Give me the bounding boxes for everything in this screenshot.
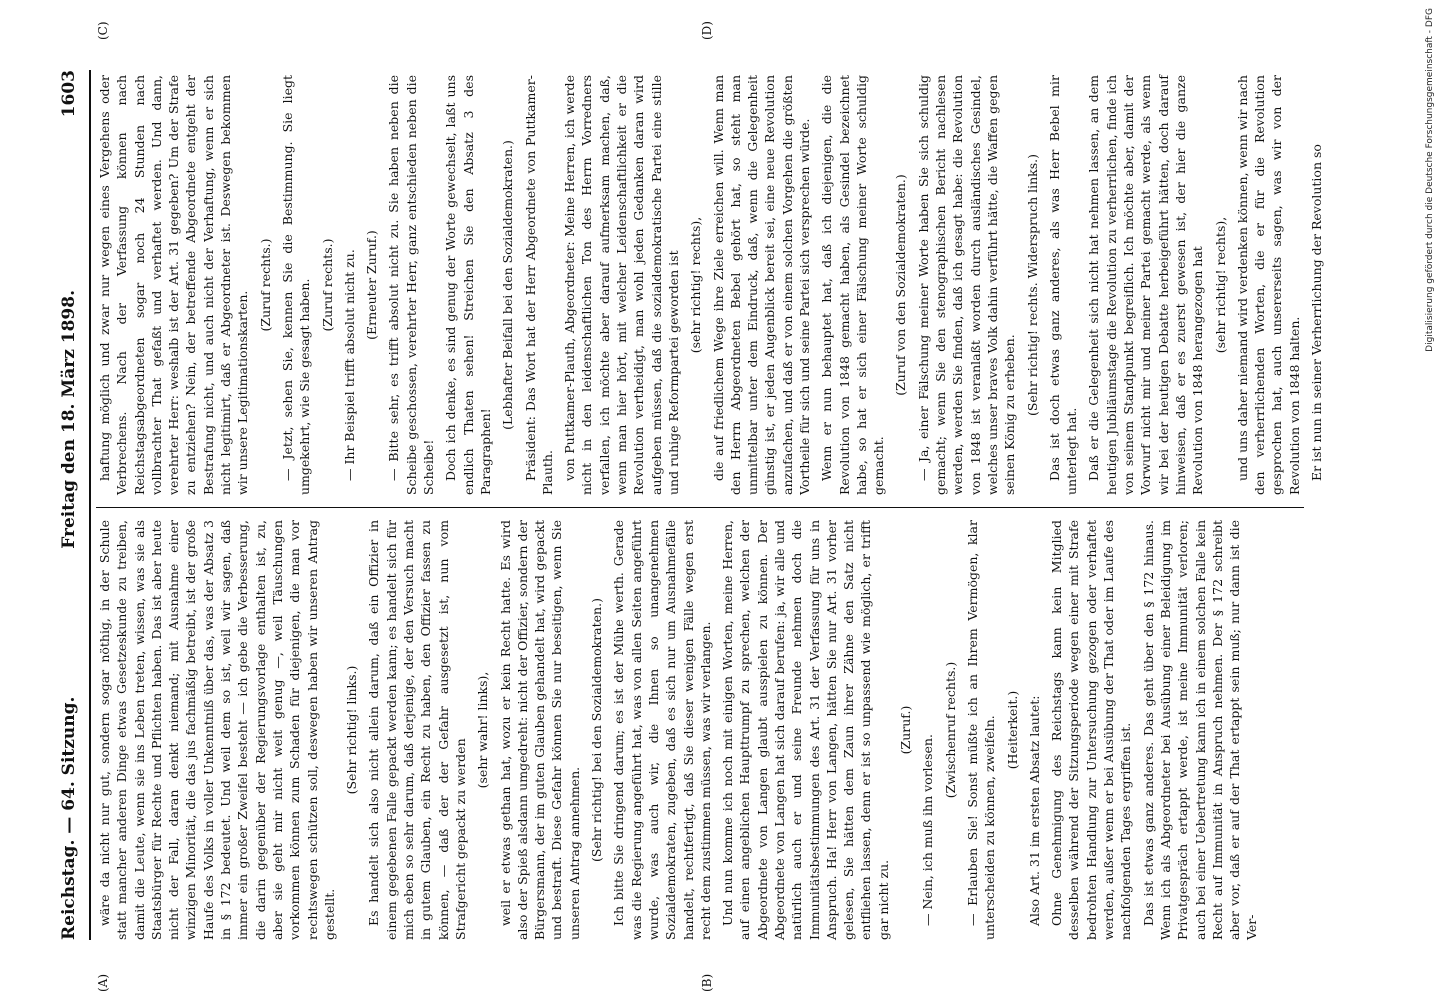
paragraph: die auf friedlichem Wege ihre Ziele erreichen will. Wenn man den Herrn Abgeordneten Bebel gehört hat, so steht man unmittelbar unter dem Eindruck, daß, wenn die Gelegenheit günstig ist, er jeden Augenblick bereit sei, eine neue Revolution anzufachen, und daß er von einem solchen Vorgehen die größten Vortheile für sich und seine Partei sich versprechen würde. (710, 75, 812, 495)
paragraph: Doch ich denke, es sind genug der Worte gewechselt, laßt uns endlich Thaten sehen! Streichen Sie den Absatz 3 des Paragraphen! (443, 75, 493, 495)
paragraph: Wenn er nun behauptet hat, daß ich diejenigen, die die Revolution von 1848 gemacht haben, als Gesindel bezeichnet habe, so hat er sich einer Fälschung meiner Worte schuldig gemacht. (819, 75, 887, 495)
paragraph: — Erlauben Sie! Sonst müßte ich an Ihrem Vermögen, klar unterscheiden zu können, zweifeln. (964, 520, 998, 940)
paragraph: — Ja, einer Fälschung meiner Worte haben Sie sich schuldig gemacht; wenn Sie den stenographischen Bericht nachlesen werden, werden Sie finden, daß ich gesagt habe: die Revolution von 1848 ist veranlaßt worden durch ausländisches Gesindel, welches unser braves Volk dahin verführt hätte, die Waffen gegen seinen König zu erheben. (915, 75, 1018, 495)
interjection: (Zuruf von den Sozialdemokraten.) (893, 174, 909, 396)
interjection: (sehr richtig! rechts), (1212, 216, 1228, 354)
paragraph: weil er etwas gethan hat, wozu er kein Recht hatte. Es wird also der Spieß alsdann umgedreht: nicht der Offizier, sondern der Bürgersmann, der im guten Glauben gehandelt hat, wird gepackt und bestraft. Diese Gefahr können Sie nur beseitigen, wenn Sie unseren Antrag annehmen. (497, 520, 582, 940)
paragraph: von Puttkamer-Plauth, Abgeordneter: Meine Herren, ich werde nicht in den leidenschaftlichen Ton des Herrn Vorredners verfallen, ich möchte aber darauf aufmerksam machen, daß, wenn man hier hört, mit welcher Leidenschaftlichkeit er die Revolution vertheidigt, man wohl jeden Gedanken daran wird aufgeben müssen, daß die sozialdemokratische Partei eine stille und ruhige Reformpartei geworden ist (562, 75, 681, 495)
header-session-title: Reichstag. — 64. Sitzung. (59, 696, 79, 940)
paragraph: Und nun komme ich noch mit einigen Worten, meine Herren, auf einen angeblichen Haupttrumpf zu sprechen, welchen der Abgeordnete von Langen glaubt ausspielen zu können. Der Abgeordnete von Langen hat sich darauf berufen: ja, wir alle und natürlich auch er und seine Freunde nehmen doch die Immunitätsbestimmungen des Art. 31 der Verfassung für uns in Anspruch. Ha! Herr von Langen, hätten Sie nur Art. 31 vorher gelesen, Sie hätten dem Zaun ihrer Zähne den Satz nicht entfliehen lassen, denn er ist so unpassend wie möglich, er trifft gar nicht zu. (720, 520, 891, 940)
paragraph: Daß er die Gelegenheit sich nicht hat nehmen lassen, an dem heutigen Jubiläumstage die Revolution zu verherrlichen, finde ich von seinem Standpunkt begreiflich. Ich möchte aber, damit der Vorwurf nicht mir und meiner Partei gemacht werde, als wenn wir bei der heutigen Debatte herbeigeführt hätten, doch darauf hinweisen, daß er es zuerst gewesen ist, der hier die ganze Revolution von 1848 herangezogen hat (1086, 75, 1206, 495)
paragraph: Ich bitte Sie dringend darum; es ist der Mühe werth. Gerade was die Regierung angeführt hat, was von allen Seiten angeführt wurde, was auch wir, die Ihnen so unangenehmen Sozialdemokraten, zugeben, daß es sich nur um Ausnahmefälle handelt, rechtfertigt, daß Sie dieser wenigen Fälle wegen erst recht dem zustimmen müssen, was wir verlangen. (611, 520, 713, 940)
paragraph: und uns daher niemand wird verdenken können, wenn wir nach den verherrlichenden Worten, die er für die Revolution gesprochen hat, auch unsererseits sagen, was wir von der Revolution von 1848 halten. (1234, 75, 1302, 495)
interjection: (Zuruf rechts.) (319, 238, 335, 332)
header-date: Freitag den 18. März 1898. (59, 290, 79, 549)
interjection: (sehr richtig! rechts), (688, 216, 704, 354)
paragraph: Präsident: Das Wort hat der Herr Abgeordnete von Puttkamer-Plauth. (522, 75, 555, 495)
paragraph: Ohne Genehmigung des Reichstags kann kein Mitglied desselben während der Sitzungsperiode wegen einer mit Strafe bedrohten Handlung zur Untersuchung gezogen oder verhaftet werden, außer wenn er bei Ausübung der That oder im Laufe des nachfolgenden Tages ergriffen ist. (1049, 520, 1134, 940)
paragraph: — Ihr Beispiel trifft absolut nicht zu. (341, 249, 357, 481)
left-column (96, 520, 1304, 940)
interjection: (Sehr richtig! links.) (344, 665, 360, 795)
interjection: (Sehr richtig! rechts. Widerspruch links.) (1024, 153, 1040, 417)
interjection: (sehr wahr! links), (475, 671, 491, 789)
interjection: (Zwischenruf rechts.) (942, 661, 958, 799)
dfg-credit-text: Digitalisierung gefördert durch die Deutsche Forschungsgemeinschaft - DFG (1425, 8, 1435, 352)
page-header (55, 70, 91, 940)
interjection: (Sehr richtig! bei den Sozialdemokraten.) (589, 598, 605, 862)
margin-marker-a: (A) (96, 973, 110, 992)
paragraph: Es handelt sich also nicht allein darum, daß ein Offizier in einem gegebenen Falle gepackt werden kann; es handelt sich für mich eben so sehr darum, daß derjenige, der den Versuch macht in gutem Glauben, ein Recht zu haben, den Offizier fassen zu können, — daß der der Gefahr ausgesetzt ist, nun vom Strafgericht gepackt zu werden (366, 520, 468, 940)
paragraph: Das ist doch etwas ganz anderes, als was Herr Bebel mir unterlegt hat. (1046, 75, 1080, 495)
paragraph: Er ist nun in seiner Verherrlichung der Revolution so (1309, 144, 1324, 481)
paragraph: Also Art. 31 im ersten Absatz lautet: (1026, 695, 1042, 926)
margin-marker-b: (B) (700, 973, 714, 992)
paragraph: — Jetzt, sehen Sie, kennen Sie die Bestimmung. Sie liegt umgekehrt, wie Sie gesagt haben. (279, 75, 313, 495)
paragraph: haftung möglich und zwar nur wegen eines Vergehens oder Verbrechens. Nach der Verfassung können nach Reichstagsabgeordneten sogar noch 24 Stunden nach vollbrachter That gefaßt und verhaftet werden. Und dann, verehrter Herr: weshalb ist der Art. 31 gegeben? Um der Strafe zu entziehen? Nein, der betreffende Abgeordnete entgeht der Bestrafung nicht, und auch nicht der Verhaftung, wenn er sich nicht legitimirt, daß er Abgeordneter ist. Deswegen bekommen wir unsere Legitimationskarten. (97, 75, 251, 495)
paragraph: — Nein, ich muß ihn vorlesen. (920, 734, 936, 926)
right-column (96, 75, 1324, 495)
interjection: (Zuruf rechts.) (257, 238, 273, 332)
paragraph: wäre da nicht nur gut, sondern sogar nöthig, in der Schule statt mancher anderen Dinge etwas Gesetzeskunde zu treiben, damit die Leute, wenn sie ins Leben treten, wissen, was sie als Staatsbürger für Rechte und Pflichten haben. Das ist aber heute nicht der Fall, daran denkt niemand; mit Ausnahme einer winzigen Minorität, die das jus fachmäßig betreibt, ist der große Haufe des Volks in voller Unkenntniß über das, was der Absatz 3 in § 172 bedeutet. Und weil dem so ist, weil wir sagen, daß immer ein großer Zweifel besteht — ich gebe die Verbesserung, die darin gegenüber der Regierungsvorlage enthalten ist, zu, aber sie geht mir nicht weit genug —, weil Täuschungen vorkommen können zum Schaden für diejenigen, die man vor rechtswegen schützen soll, deswegen haben wir unseren Antrag gestellt. (97, 520, 337, 940)
margin-marker-d: (D) (700, 21, 714, 40)
page-number: 1603 (59, 70, 79, 118)
margin-marker-c: (C) (96, 21, 110, 40)
side-credit (1424, 8, 1436, 908)
interjection: (Heiterkeit.) (1004, 690, 1020, 770)
paragraph: — Bitte sehr, es trifft absolut nicht zu. Sie haben neben die Scheibe geschossen, verehrter Herr, ganz entschieden neben die Scheibe! (386, 75, 437, 495)
interjection: (Lebhafter Beifall bei den Sozialdemokraten.) (500, 140, 516, 430)
paragraph: Das ist etwas ganz anderes. Das geht über den § 172 hinaus. Wenn ich als Abgeordneter bei Ausübung einer Beleidigung im Privatgespräch ertappt werde, ist meine Immunität verloren; auch bei einer Uebertretung kann ich in einem solchen Falle kein Recht auf Immunität in Anspruch nehmen. Der § 172 schreibt aber vor, daß er auf der That ertappt sein muß; nur dann ist die Ver- (1140, 520, 1260, 940)
interjection: (Zuruf.) (898, 705, 914, 755)
interjection: (Erneuter Zuruf.) (364, 230, 380, 340)
column-divider (96, 507, 1304, 508)
